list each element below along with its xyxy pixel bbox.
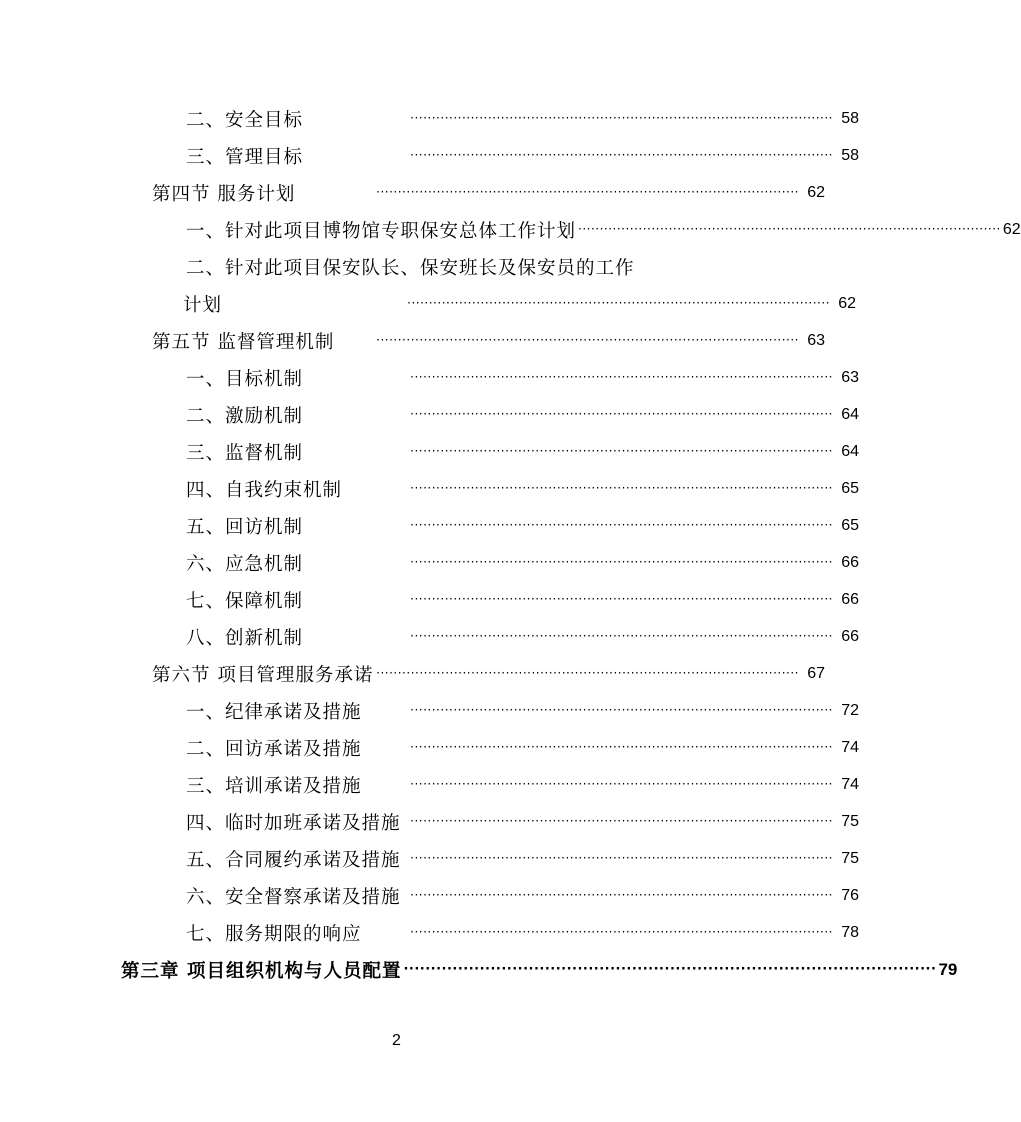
toc-entry[interactable] — [0, 137, 979, 174]
toc-entry-title: 六、应急机制 — [186, 553, 304, 575]
toc-entry-title: 五、回访机制 — [186, 516, 304, 538]
toc-leader-dots: ·································································································· — [376, 185, 799, 199]
toc-entry-wrapped-line[interactable] — [0, 248, 979, 285]
toc-leader-dots: ·································································································· — [403, 962, 937, 977]
toc-entry-title: 五、合同履约承诺及措施 — [186, 849, 401, 871]
toc-chapter-entry[interactable] — [0, 951, 958, 988]
toc-entry-title: 一、目标机制 — [186, 368, 304, 390]
toc-entry[interactable] — [0, 840, 979, 877]
toc-entry-title: 第三章 项目组织机构与人员配置 — [121, 960, 402, 982]
toc-entry-page: 78 — [841, 923, 859, 941]
toc-leader-dots: ·································································································· — [410, 814, 833, 828]
toc-entry-page: 63 — [841, 368, 859, 386]
toc-entry[interactable] — [0, 507, 979, 544]
toc-entry[interactable] — [0, 470, 979, 507]
toc-entry-page: 58 — [841, 146, 859, 164]
toc-section-entry[interactable] — [0, 174, 945, 211]
toc-entry[interactable] — [0, 433, 979, 470]
toc-entry[interactable] — [0, 581, 979, 618]
toc-leader-dots: ·································································································· — [410, 111, 833, 125]
toc-entry-title: 六、安全督察承诺及措施 — [186, 886, 401, 908]
toc-entry[interactable] — [0, 618, 979, 655]
toc-entry-page: 64 — [841, 442, 859, 460]
toc-entry[interactable] — [0, 766, 979, 803]
toc-entry-page: 75 — [841, 812, 859, 830]
toc-leader-dots: ·································································································· — [410, 592, 833, 606]
toc-entry-title: 八、创新机制 — [186, 627, 304, 649]
toc-leader-dots: ·································································································· — [376, 666, 799, 680]
toc-leader-dots: ·································································································· — [410, 777, 833, 791]
toc-entry-title: 二、激励机制 — [186, 405, 304, 427]
toc-entry-title: 二、回访承诺及措施 — [186, 738, 362, 760]
page-number-footer: 2 — [392, 1032, 401, 1049]
toc-entry-page: 76 — [841, 886, 859, 904]
toc-section-entry[interactable] — [0, 322, 945, 359]
toc-leader-dots: ·································································································· — [376, 333, 799, 347]
toc-entry-title: 七、服务期限的响应 — [186, 923, 362, 945]
toc-entry-title: 一、纪律承诺及措施 — [186, 701, 362, 723]
toc-entry[interactable] — [0, 211, 1021, 248]
toc-entry[interactable] — [0, 359, 979, 396]
toc-entry-page: 63 — [807, 331, 825, 349]
toc-leader-dots: ·································································································· — [410, 555, 833, 569]
toc-entry-page: 58 — [841, 109, 859, 127]
toc-leader-dots: ·································································································· — [410, 148, 833, 162]
toc-entry[interactable] — [0, 729, 979, 766]
toc-leader-dots: ·································································································· — [410, 740, 833, 754]
toc-entry-title: 二、安全目标 — [186, 109, 304, 131]
toc-entry[interactable] — [0, 877, 979, 914]
toc-entry-page: 62 — [838, 294, 856, 312]
toc-leader-dots: ·································································································· — [410, 888, 833, 902]
toc-entry-page: 62 — [807, 183, 825, 201]
toc-entry[interactable] — [0, 544, 979, 581]
toc-entry-title: 一、针对此项目博物馆专职保安总体工作计划 — [186, 220, 577, 242]
toc-entry-page: 66 — [841, 553, 859, 571]
toc-leader-dots: ·································································································· — [410, 703, 833, 717]
toc-entry[interactable] — [0, 692, 979, 729]
toc-entry-title: 第六节 项目管理服务承诺 — [152, 664, 374, 686]
toc-entry-page: 72 — [841, 701, 859, 719]
toc-entry-title: 计划 — [183, 294, 223, 316]
toc-entry-title: 三、监督机制 — [186, 442, 304, 464]
toc-entry-title: 四、自我约束机制 — [186, 479, 343, 501]
toc-entry-title: 三、管理目标 — [186, 146, 304, 168]
toc-section-entry[interactable] — [0, 655, 945, 692]
toc-entry-page: 74 — [841, 738, 859, 756]
toc-leader-dots: ·································································································· — [410, 518, 833, 532]
toc-entry-page: 66 — [841, 627, 859, 645]
toc-entry[interactable] — [0, 803, 979, 840]
toc-entry-page: 66 — [841, 590, 859, 608]
toc-entry-page: 64 — [841, 405, 859, 423]
toc-leader-dots: ·································································································· — [410, 444, 833, 458]
toc-entry[interactable] — [0, 100, 979, 137]
toc-leader-dots: ·································································································· — [410, 370, 833, 384]
toc-entry-page: 65 — [841, 516, 859, 534]
toc-leader-dots: ·································································································· — [410, 925, 833, 939]
toc-entry-title: 第五节 监督管理机制 — [152, 331, 335, 353]
toc-entry-title: 三、培训承诺及措施 — [186, 775, 362, 797]
toc-leader-dots: ·································································································· — [578, 222, 1001, 236]
toc-leader-dots: ·································································································· — [410, 407, 833, 421]
toc-entry-title: 四、临时加班承诺及措施 — [186, 812, 401, 834]
toc-entry-page: 74 — [841, 775, 859, 793]
toc-entry-page: 79 — [938, 959, 958, 979]
toc-leader-dots: ·································································································· — [410, 851, 833, 865]
toc-leader-dots: ·································································································· — [410, 481, 833, 495]
toc-entry[interactable] — [0, 914, 979, 951]
toc-entry[interactable] — [0, 285, 976, 322]
toc-entry[interactable] — [0, 396, 979, 433]
toc-entry-page: 65 — [841, 479, 859, 497]
toc-entry-page: 67 — [807, 664, 825, 682]
toc-entry-title: 第四节 服务计划 — [152, 183, 296, 205]
toc-entry-page: 75 — [841, 849, 859, 867]
toc-entry-page: 62 — [1002, 220, 1021, 238]
toc-leader-dots: ·································································································· — [410, 629, 833, 643]
toc-leader-dots: ·································································································· — [407, 296, 830, 310]
toc-entry-title: 二、针对此项目保安队长、保安班长及保安员的工作 — [186, 257, 635, 279]
toc-entry-title: 七、保障机制 — [186, 590, 304, 612]
